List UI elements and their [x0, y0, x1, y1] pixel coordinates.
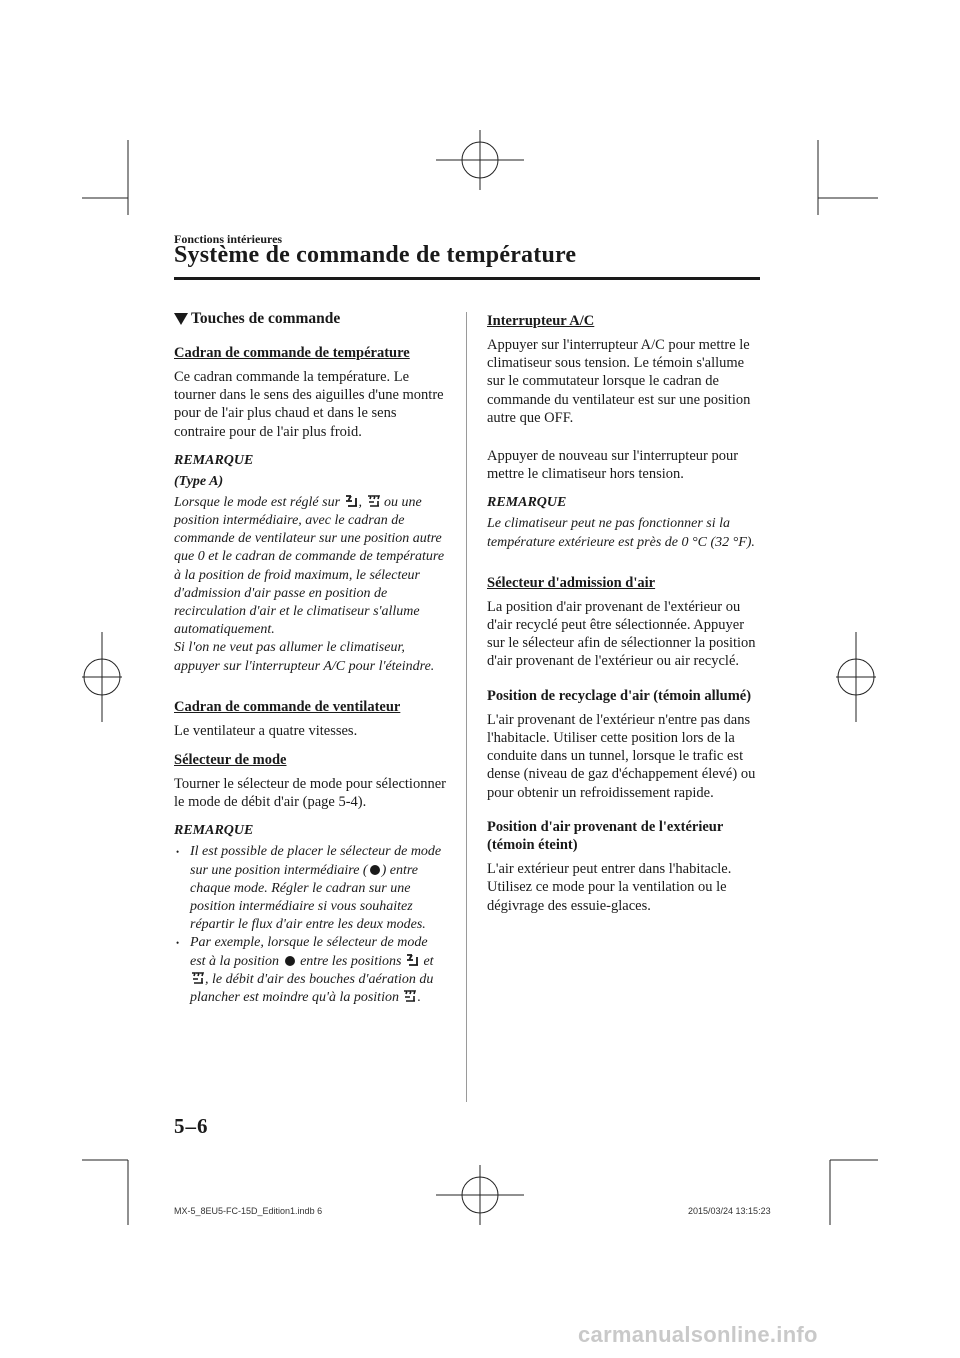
- note-text: [174, 494, 446, 640]
- note-text-start: Lorsque le mode est réglé sur: [174, 494, 344, 510]
- fan-dial-title: Cadran de commande de ventilateur: [174, 698, 401, 715]
- note-bullets: [174, 843, 446, 1007]
- floor-mode-icon: [406, 954, 419, 966]
- ac-switch-text-2: Appuyer de nouveau sur l'interrupteur pour mettre le climatiseur hors tension.: [487, 448, 739, 483]
- floor-defrost-mode-icon: [403, 990, 416, 1002]
- note-label: REMARQUE: [174, 452, 254, 468]
- floor-defrost-mode-icon: [191, 972, 204, 984]
- bullet2-part-b: entre les positions: [296, 953, 405, 969]
- note-label-3: REMARQUE: [487, 495, 567, 511]
- outside-air-text: L'air extérieur peut entrer dans l'habitacle. Utilisez ce mode pour la ventilation ou le dégivrage des essuie-glaces.: [487, 861, 732, 914]
- bullet2-part-c: et: [419, 953, 434, 969]
- note-text-sep: ,: [358, 494, 366, 510]
- section-label-text: Fonctions intérieures: [174, 232, 283, 246]
- air-intake-title: Sélecteur d'admission d'air: [487, 574, 656, 591]
- note-text-3: Le climatiseur peut ne pas fonctionner si la température extérieure est près de 0 °C (32 °F).: [487, 516, 755, 550]
- title-rule: [174, 277, 760, 280]
- dot-icon: [285, 956, 295, 966]
- bullet2-part-a: Par exemple, lorsque le sélecteur de mode est à la position: [190, 935, 428, 969]
- temp-dial-title: Cadran de commande de température: [174, 345, 410, 361]
- recirc-title: Position de recyclage d'air (témoin allumé): [487, 687, 752, 704]
- note-bullet-2: [174, 934, 446, 1007]
- dot-icon: [370, 865, 380, 875]
- footer-file: MX-5_8EU5-FC-15D_Edition1.indb 6: [174, 1206, 323, 1216]
- bullet1-part-b: ) entre chaque mode. Régler le cadran sur une position intermédiaire si vous souhaitez répartir le flux d'air entre les deux modes.: [190, 862, 426, 933]
- page-number: 5–6: [174, 1114, 209, 1138]
- section-heading: [174, 310, 446, 328]
- left-column: [174, 310, 446, 1007]
- mode-selector-title: Sélecteur de mode: [174, 752, 287, 769]
- note-text-rest: ou une position intermédiaire, avec le cadran de commande de ventilateur sur une position autre que 0 et le cadran de commande de température à la position de froid maximum, le sélecteur d'admission d'air passe en position de recirculation d'air et le climatiseur s'allume automatiquement.: [174, 494, 445, 638]
- bullet2-part-d: , le débit d'air des bouches d'aération du plancher est moindre qu'à la position: [190, 971, 434, 1006]
- recirc-text: L'air provenant de l'extérieur n'entre pas dans l'habitacle. Utiliser cette position lors de la conduite dans un tunnel, lorsque le trafic est dense (niveau de gaz d'échappement élevé) ou pour obtenir un refroidissement rapide.: [487, 711, 756, 801]
- column-divider: [466, 312, 467, 1102]
- section-heading-text: Touches de commande: [191, 310, 341, 327]
- temp-dial-text: Ce cadran commande la température. Le tourner dans le sens des aiguilles d'une montre pour de l'air plus chaud et dans le sens contraire pour de l'air plus froid.: [174, 369, 444, 440]
- note-type-label: (Type A): [174, 473, 224, 489]
- bullet2-part-e: .: [417, 990, 421, 1006]
- page-title: Système de commande de température: [174, 242, 577, 268]
- mode-selector-text: Tourner le sélecteur de mode pour sélectionner le mode de débit d'air (page 5-4).: [174, 776, 446, 811]
- air-intake-text: La position d'air provenant de l'extérieur ou d'air recyclé peut être sélectionnée. Appuyer sur le sélecteur afin de sélectionner la position d'air provenant de l'extérieur ou air recyclé.: [487, 598, 756, 670]
- outside-air-title: Position d'air provenant de l'extérieur (témoin éteint): [487, 818, 724, 854]
- footer-date: 2015/03/24 13:15:23: [688, 1206, 771, 1216]
- right-column: [487, 310, 760, 926]
- note-bullet-1: [174, 843, 446, 934]
- triangle-icon: [174, 313, 188, 325]
- floor-mode-icon: [345, 495, 358, 507]
- note-label-2: REMARQUE: [174, 823, 254, 839]
- floor-defrost-mode-icon: [367, 495, 380, 507]
- note-text-2: Si l'on ne veut pas allumer le climatiseur, appuyer sur l'interrupteur A/C pour l'éteindre.: [174, 640, 435, 674]
- fan-dial-text: Le ventilateur a quatre vitesses.: [174, 722, 358, 739]
- watermark: carmanualsonline.info: [578, 1322, 818, 1347]
- bullet1-part-a: Il est possible de placer le sélecteur de mode sur une position intermédiaire (: [190, 844, 442, 878]
- ac-switch-title: Interrupteur A/C: [487, 313, 595, 329]
- ac-switch-text: Appuyer sur l'interrupteur A/C pour mettre le climatiseur sous tension. Le témoin s'allume sur le commutateur lorsque le cadran de commande du ventilateur est sur une position autre que OFF.: [487, 337, 751, 426]
